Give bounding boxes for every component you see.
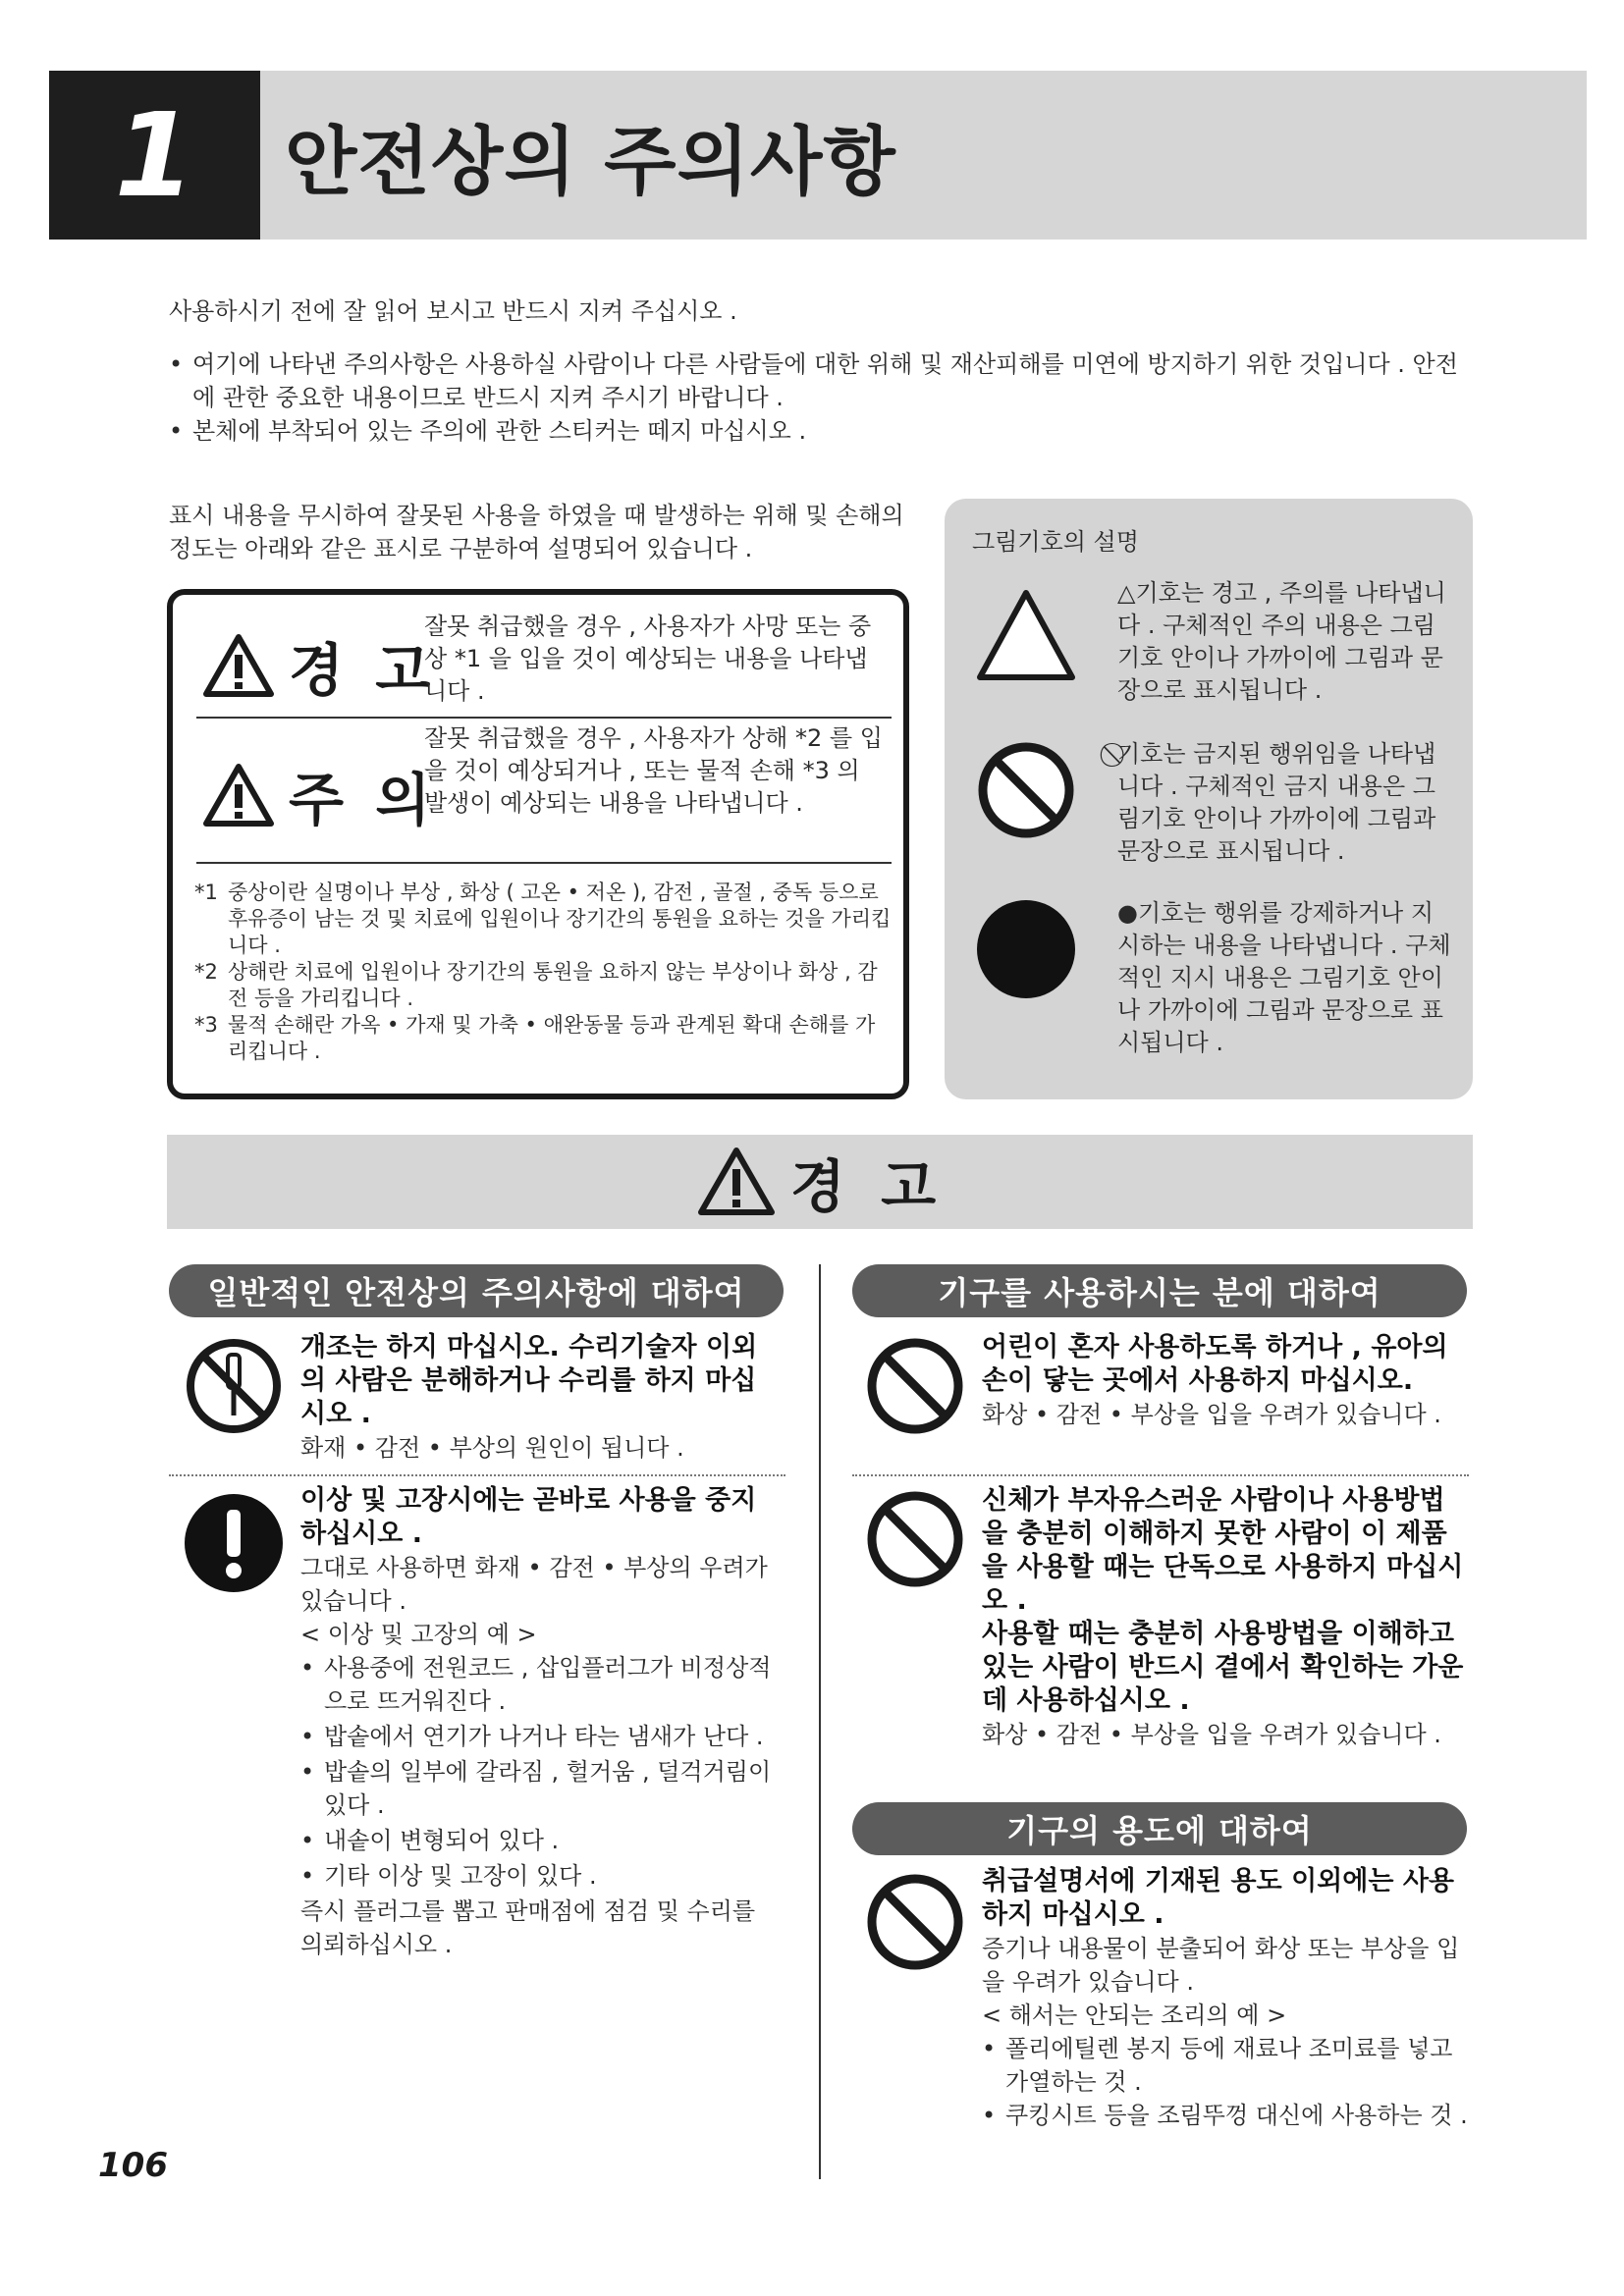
example-item: • 밥솥의 일부에 갈라짐 , 헐거움 , 덜걱거림이 있다 . (300, 1755, 782, 1822)
intro-bullet: • 본체에 부착되어 있는 주의에 관한 스티커는 떼지 마십시오 . (169, 414, 1475, 448)
caution-description: 잘못 취급했을 경우 , 사용자가 상해 *2 를 입을 것이 예상되거나 , 또는 물적 손해 *3 의 발생이 예상되는 내용을 나타냅니다 . (424, 724, 883, 817)
item-title: 어린이 혼자 사용하도록 하거나 , 유아의 손이 닿는 곳에서 사용하지 마십시오. (982, 1332, 1448, 1396)
item-body: 화재 • 감전 • 부상의 원인이 됩니다 . (300, 1434, 684, 1462)
prohibition-icon (864, 1488, 966, 1590)
caution-signal (202, 754, 436, 836)
filled-circle-icon (974, 897, 1078, 1001)
banner-word: 경 고 (789, 1153, 945, 1220)
item-text-block (300, 1331, 782, 1465)
caution-word: 주 의 (289, 767, 437, 833)
symbol-legend-panel (945, 499, 1473, 1099)
footnote: *2 상해란 치료에 입원이나 장기간의 통원을 요하지 않는 부상이나 화상 , 감전 등을 가리킵니다 . (194, 960, 878, 1010)
footnotes (194, 880, 892, 1065)
exclamation-icon (183, 1492, 285, 1594)
item-text-block (982, 1331, 1469, 1431)
dotted-separator (852, 1474, 1469, 1476)
prohibition-icon (974, 738, 1078, 842)
item-title: 개조는 하지 마십시오. 수리기술자 이외의 사람은 분해하거나 수리를 하지 마십시오 . (300, 1332, 758, 1429)
item-title: 신체가 부자유스러운 사람이나 사용방법을 충분히 이해하지 못한 사람이 이 제품을 사용할 때는 단독으로 사용하지 마십시오 . (982, 1485, 1464, 1616)
warning-signal (202, 624, 436, 707)
chapter-title: 안전상의 주의사항 (285, 117, 896, 205)
signal-word-box (167, 589, 909, 1099)
symbol-description: ●기호는 행위를 강제하거나 지시하는 내용을 나타냅니다 . 구체적인 지시 내용은 그림기호 안이나 가까이에 그림과 문장으로 표시됩니다 . (1117, 899, 1451, 1056)
divider (196, 862, 892, 864)
item-body: 화상 • 감전 • 부상을 입을 우려가 있습니다 . (982, 1721, 1441, 1748)
prohibition-icon (864, 1335, 966, 1437)
page-number: 106 (98, 2146, 168, 2185)
no-disassembly-icon (183, 1335, 285, 1437)
right-column-heading-2: 기구의 용도에 대하여 (852, 1802, 1467, 1855)
item-title: 취급설명서에 기재된 용도 이외에는 사용하지 마십시오 . (982, 1866, 1454, 1930)
triangle-icon (974, 585, 1078, 689)
item-body: 그대로 사용하면 화재 • 감전 • 부상의 우려가 있습니다 . (300, 1554, 768, 1615)
warning-word: 경 고 (289, 637, 437, 704)
item-text-block (982, 1484, 1469, 1751)
item-title: 이상 및 고장시에는 곧바로 사용을 중지하십시오 . (300, 1485, 757, 1549)
examples-heading: < 해서는 안되는 조리의 예 > (982, 2002, 1287, 2029)
symbol-legend-title: 그림기호의 설명 (972, 528, 1139, 556)
example-item: • 쿠킹시트 등을 조림뚜껑 대신에 사용하는 것 . (982, 2099, 1469, 2132)
item-text-block (982, 1865, 1469, 2132)
column-divider (819, 1264, 821, 2179)
warning-triangle-icon (696, 1146, 777, 1218)
symbol-description: ⃠기호는 금지된 행위임을 나타냅니다 . 구체적인 금지 내용은 그림기호 안이나 가까이에 그림과 문장으로 표시됩니다 . (1117, 740, 1436, 865)
warning-description: 잘못 취급했을 경우 , 사용자가 사망 또는 중상 *1 을 입을 것이 예상되는 내용을 나타냅니다 . (424, 613, 872, 705)
footnote: *3 물적 손해란 가옥 • 가재 및 가축 • 애완동물 등과 관계된 확대 손해를 가리킵니다 . (194, 1013, 876, 1063)
dotted-separator (169, 1474, 785, 1476)
item-body: 화상 • 감전 • 부상을 입을 우려가 있습니다 . (982, 1401, 1441, 1428)
item-tail: 즉시 플러그를 뽑고 판매점에 점검 및 수리를 의뢰하십시오 . (300, 1897, 756, 1958)
caution-triangle-icon (202, 763, 275, 828)
item-body: 증기나 내용물이 분출되어 화상 또는 부상을 입을 우려가 있습니다 . (982, 1935, 1460, 1996)
example-item: • 내솥이 변형되어 있다 . (300, 1824, 782, 1857)
intro-section (169, 294, 1475, 448)
symbol-description: △기호는 경고 , 주의를 나타냅니다 . 구체적인 주의 내용은 그림기호 안이나 가까이에 그림과 문장으로 표시됩니다 . (1117, 579, 1446, 704)
display-note: 표시 내용을 무시하여 잘못된 사용을 하였을 때 발생하는 위해 및 손해의 정도는 아래와 같은 표시로 구분하여 설명되어 있습니다 . (169, 502, 904, 562)
example-item: • 밥솥에서 연기가 나거나 타는 냄새가 난다 . (300, 1720, 782, 1753)
prohibition-icon (864, 1871, 966, 1973)
warning-banner (167, 1135, 1473, 1229)
warning-triangle-icon (202, 633, 275, 698)
intro-line: 사용하시기 전에 잘 읽어 보시고 반드시 지켜 주십시오 . (169, 297, 737, 325)
example-item: • 기타 이상 및 고장이 있다 . (300, 1859, 782, 1893)
example-item: • 폴리에틸렌 봉지 등에 재료나 조미료를 넣고 가열하는 것 . (982, 2032, 1469, 2099)
footnote: *1 중상이란 실명이나 부상 , 화상 ( 고온 • 저온 ), 감전 , 골절 , 중독 등으로 후유증이 남는 것 및 치료에 입원이나 장기간의 통원을 요하는 것을 가리킵니다 . (194, 881, 892, 957)
item-title-secondary: 사용할 때는 충분히 사용방법을 이해하고 있는 사람이 반드시 곁에서 확인하는 가운데 사용하십시오 . (982, 1619, 1464, 1716)
examples-heading: < 이상 및 고장의 예 > (300, 1621, 537, 1648)
item-text-block (300, 1484, 782, 1961)
intro-bullet: • 여기에 나타낸 주의사항은 사용하실 사람이나 다른 사람들에 대한 위해 및 재산피해를 미연에 방지하기 위한 것입니다 . 안전에 관한 중요한 내용이므로 반드시 지켜 주시기 바랍니다 . (169, 347, 1475, 414)
right-column-heading: 기구를 사용하시는 분에 대하여 (852, 1264, 1467, 1317)
chapter-number: 1 (49, 71, 260, 240)
example-item: • 사용중에 전원코드 , 삽입플러그가 비정상적으로 뜨거워진다 . (300, 1651, 782, 1718)
divider (196, 717, 892, 719)
left-column-heading: 일반적인 안전상의 주의사항에 대하여 (169, 1264, 784, 1317)
